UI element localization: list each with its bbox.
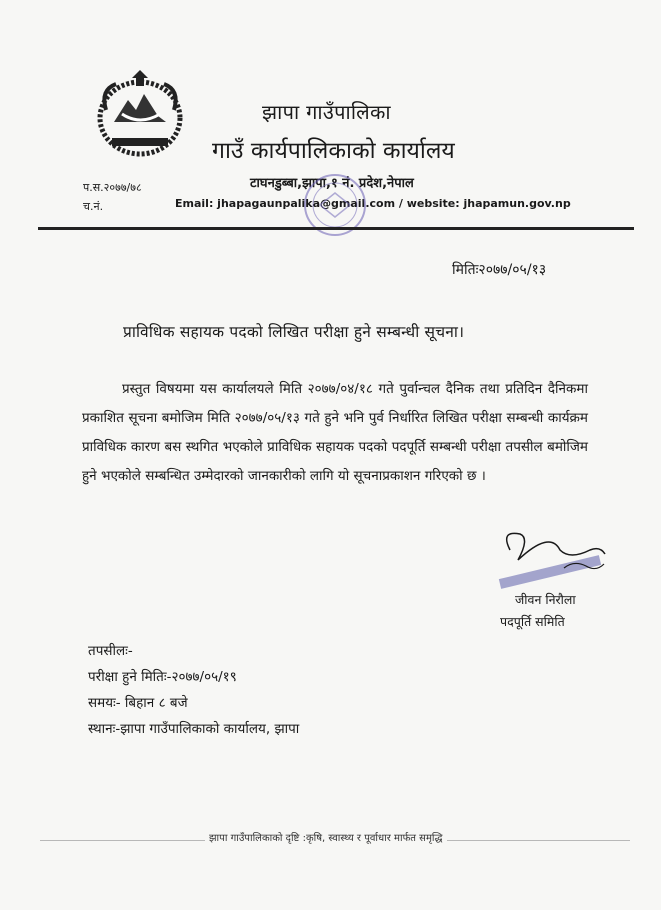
signatory-title: पदपूर्ति समिति: [500, 614, 565, 629]
exam-place: स्थानः-झापा गाउँपालिकाको कार्यालय, झापा: [88, 721, 300, 737]
notice-body: प्रस्तुत विषयमा यस कार्यालयले मिति २०७७/०४/१८ गते पुर्वान्चल दैनिक तथा प्रतिदिन दैनिकमा प्रकाशित सूचना बमोजिम मिति २०७७/०५/१३ गते हुने भनि पुर्व निर्धारित लिखित परीक्षा सम्बन्धी कार्यक्रम प्राविधिक कारण बस स्थगित भएकोले प्राविधिक सहायक पदको पदपूर्ति सम्बन्धी परीक्षा तपसील बमोजिम हुने भएकोले सम्बन्धित उम्मेदारको जानकारीको लागि यो सूचनाप्रकाशन गरिएको छ ।: [82, 381, 588, 484]
notice-date: मितिः२०७७/०५/१३: [452, 262, 547, 278]
signatory-name: जीवन निरौला: [515, 592, 576, 607]
exam-date: परीक्षा हुने मितिः-२०७७/०५/१९: [88, 669, 237, 685]
signature-with-stamp: [490, 520, 610, 600]
dispatch-number: च.नं.: [83, 200, 104, 213]
contact-email-website: Email: jhapagaunpalika@gmail.com / website: jhapamun.gov.np: [175, 197, 571, 210]
header-divider: [38, 227, 634, 230]
footer-vision: झापा गाउँपालिकाको दृष्टि :कृषि, स्वास्थ्य र पूर्वाधार मार्फत समृद्धि: [205, 830, 447, 844]
office-address: टाघनडुब्बा,झापा,१ नं. प्रदेश,नेपाल: [250, 176, 414, 191]
exam-details: [88, 638, 299, 742]
details-heading: तपसीलः-: [88, 643, 133, 659]
notice-subject: प्राविधिक सहायक पदको लिखित परीक्षा हुने सम्बन्धी सूचना।: [123, 323, 465, 341]
nepal-emblem-logo: [92, 70, 188, 160]
office-name: गाउँ कार्यपालिकाको कार्यालय: [212, 138, 455, 164]
organization-name: झापा गाउँपालिका: [262, 100, 391, 124]
exam-time: समयः- बिहान ८ बजे: [88, 695, 188, 711]
office-stamp: [290, 165, 380, 245]
reference-number: प.स.२०७७/७८: [83, 181, 142, 194]
